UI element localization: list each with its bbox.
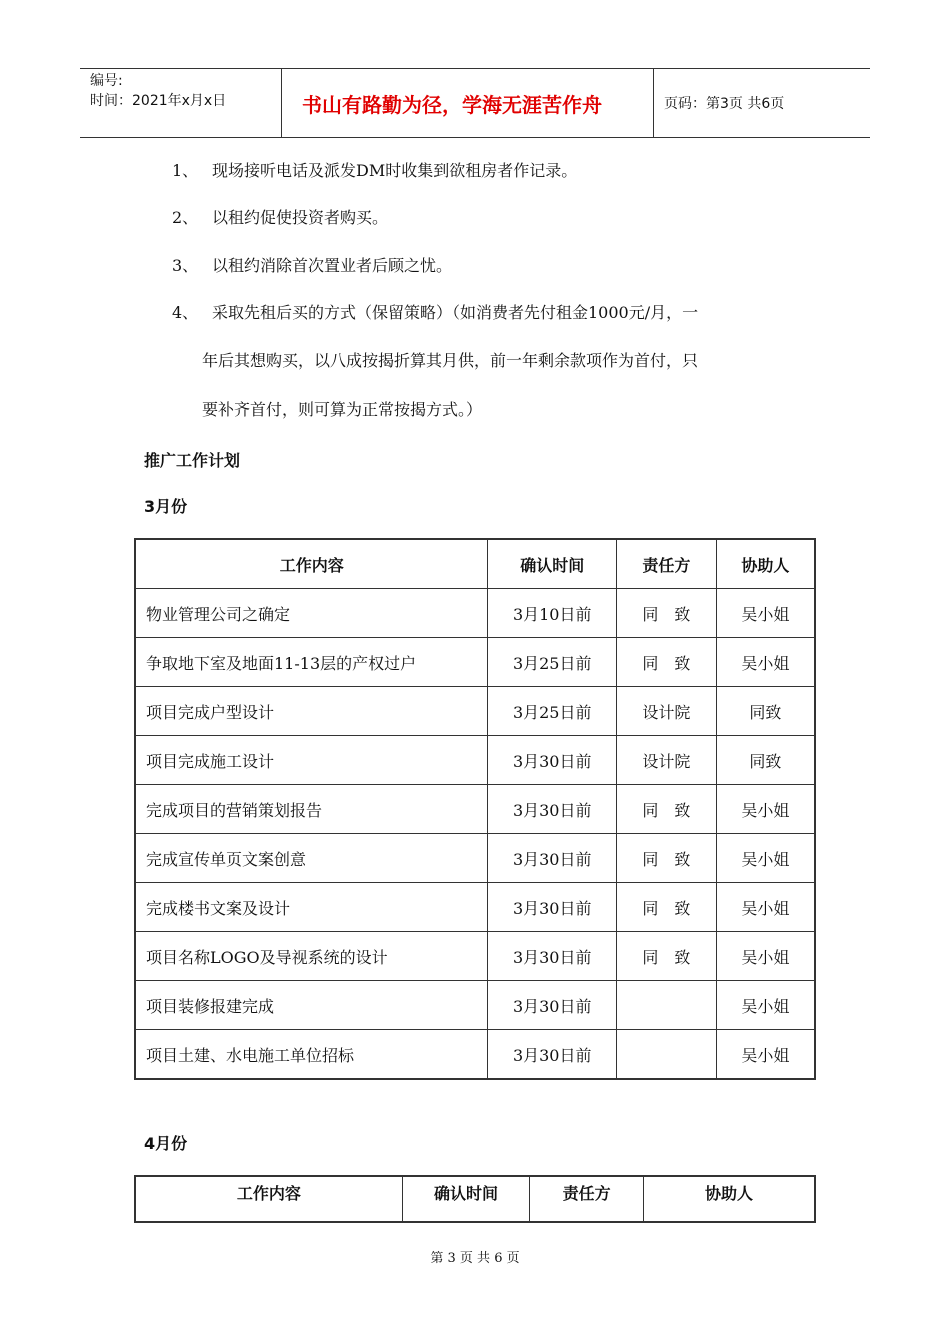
column-header-owner: 责任方 <box>530 1176 644 1222</box>
cell-owner: 同 致 <box>617 932 717 981</box>
list-item <box>172 206 388 230</box>
column-header-assistant: 协助人 <box>643 1176 815 1222</box>
cell-time: 3月30日前 <box>488 1030 617 1080</box>
cell-time: 3月30日前 <box>488 736 617 785</box>
column-header-time: 确认时间 <box>488 539 617 589</box>
cell-content: 物业管理公司之确定 <box>135 589 488 638</box>
cell-owner: 设计院 <box>617 687 717 736</box>
header-motto: 书山有路勤为径，学海无涯苦作舟 <box>282 69 654 137</box>
table-row <box>135 736 815 785</box>
cell-owner <box>617 981 717 1030</box>
cell-assistant: 吴小姐 <box>716 638 815 687</box>
cell-time: 3月30日前 <box>488 932 617 981</box>
cell-time: 3月30日前 <box>488 785 617 834</box>
table-row <box>135 932 815 981</box>
cell-content: 项目装修报建完成 <box>135 981 488 1030</box>
cell-time: 3月10日前 <box>488 589 617 638</box>
cell-assistant: 吴小姐 <box>716 883 815 932</box>
cell-content: 项目完成户型设计 <box>135 687 488 736</box>
cell-owner: 设计院 <box>617 736 717 785</box>
page-header <box>80 68 870 138</box>
number-label: 编号: <box>90 73 123 89</box>
table-row <box>135 589 815 638</box>
list-item-number: 4、 <box>172 303 199 322</box>
cell-assistant: 吴小姐 <box>716 981 815 1030</box>
table-row <box>135 687 815 736</box>
cell-assistant: 吴小姐 <box>716 589 815 638</box>
cell-owner: 同 致 <box>617 834 717 883</box>
cell-content: 完成楼书文案及设计 <box>135 883 488 932</box>
cell-time: 3月30日前 <box>488 834 617 883</box>
list-item-number: 2、 <box>172 208 199 227</box>
list-item-number: 1、 <box>172 161 199 180</box>
list-item <box>172 254 452 278</box>
time-label: 时间：2021年x月x日 <box>90 93 227 109</box>
table-header-row <box>135 1176 815 1222</box>
list-item <box>172 159 577 183</box>
list-item <box>172 301 698 325</box>
cell-time: 3月30日前 <box>488 981 617 1030</box>
list-item-text: 现场接听电话及派发DM时收集到欲租房者作记录。 <box>212 161 578 180</box>
list-item-text: 以租约消除首次置业者后顾之忧。 <box>212 256 453 275</box>
cell-assistant: 同致 <box>716 687 815 736</box>
list-item-continuation: 要补齐首付，则可算为正常按揭方式。） <box>202 400 483 419</box>
column-header-assistant: 协助人 <box>716 539 815 589</box>
cell-owner: 同 致 <box>617 883 717 932</box>
cell-content: 项目土建、水电施工单位招标 <box>135 1030 488 1080</box>
column-header-content: 工作内容 <box>135 1176 402 1222</box>
list-item-number: 3、 <box>172 256 199 275</box>
list-item-text: 采取先租后买的方式（保留策略）（如消费者先付租金1000元/月，一 <box>212 303 699 322</box>
table-row <box>135 785 815 834</box>
list-item-continuation: 年后其想购买，以八成按揭折算其月供，前一年剩余款项作为首付，只 <box>202 351 699 370</box>
table-row <box>135 883 815 932</box>
april-plan-table <box>134 1175 816 1223</box>
cell-owner: 同 致 <box>617 638 717 687</box>
march-plan-table <box>134 538 816 1080</box>
table-row <box>135 638 815 687</box>
table-row <box>135 834 815 883</box>
cell-owner: 同 致 <box>617 785 717 834</box>
march-title: 3月份 <box>144 497 188 516</box>
cell-owner: 同 致 <box>617 589 717 638</box>
table-row <box>135 1030 815 1080</box>
page-footer: 第 3 页 共 6 页 <box>430 1251 520 1266</box>
column-header-owner: 责任方 <box>617 539 717 589</box>
table-row <box>135 981 815 1030</box>
section-title: 推广工作计划 <box>144 451 241 470</box>
list-item-text: 以租约促使投资者购买。 <box>212 208 389 227</box>
cell-content: 完成项目的营销策划报告 <box>135 785 488 834</box>
cell-assistant: 吴小姐 <box>716 834 815 883</box>
cell-time: 3月25日前 <box>488 687 617 736</box>
table-header-row <box>135 539 815 589</box>
cell-content: 项目完成施工设计 <box>135 736 488 785</box>
cell-content: 完成宣传单页文案创意 <box>135 834 488 883</box>
cell-time: 3月30日前 <box>488 883 617 932</box>
april-title: 4月份 <box>144 1134 188 1153</box>
cell-owner <box>617 1030 717 1080</box>
header-meta <box>80 69 282 137</box>
cell-content: 项目名称LOGO及导视系统的设计 <box>135 932 488 981</box>
cell-assistant: 吴小姐 <box>716 932 815 981</box>
column-header-content: 工作内容 <box>135 539 488 589</box>
cell-assistant: 吴小姐 <box>716 1030 815 1080</box>
cell-content: 争取地下室及地面11-13层的产权过户 <box>135 638 488 687</box>
header-page-info: 页码：第3页 共6页 <box>664 96 785 112</box>
cell-time: 3月25日前 <box>488 638 617 687</box>
column-header-time: 确认时间 <box>402 1176 530 1222</box>
cell-assistant: 吴小姐 <box>716 785 815 834</box>
cell-assistant: 同致 <box>716 736 815 785</box>
